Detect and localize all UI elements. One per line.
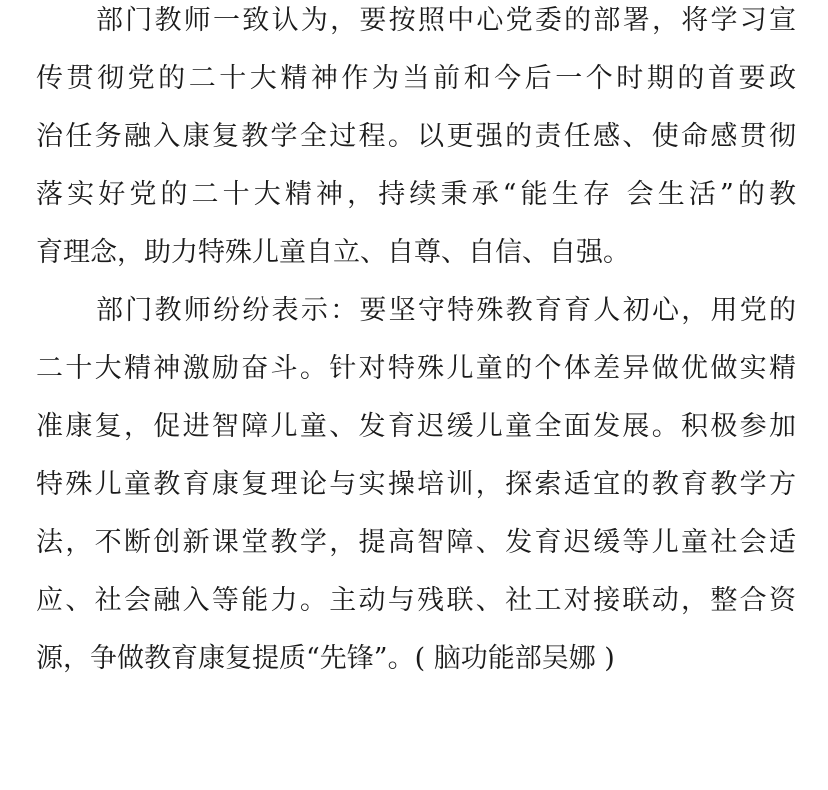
paragraph-2 xyxy=(36,282,796,688)
paragraph-line: 法，不断创新课堂教学，提高智障、发育迟缓等儿童社会适 xyxy=(36,527,796,558)
paragraph-line: 应、社会融入等能力。主动与残联、社工对接联动，整合资 xyxy=(36,585,796,616)
paragraph-line: 二十大精神激励奋斗。针对特殊儿童的个体差异做优做实精 xyxy=(36,353,796,384)
paragraph-line: 特殊儿童教育康复理论与实操培训，探索适宜的教育教学方 xyxy=(36,469,796,500)
paragraph-line: 源，争做教育康复提质“先锋”。( 脑功能部吴娜 ) xyxy=(36,643,615,674)
paragraph-line: 传贯彻党的二十大精神作为当前和今后一个时期的首要政 xyxy=(36,63,796,94)
paragraph-line: 落实好党的二十大精神，持续秉承“能生存 会生活”的教 xyxy=(36,179,796,210)
paragraph-line: 部门教师一致认为，要按照中心党委的部署，将学习宣 xyxy=(96,5,796,36)
article-body xyxy=(36,0,796,688)
paragraph-line: 治任务融入康复教学全过程。以更强的责任感、使命感贯彻 xyxy=(36,121,796,152)
paragraph-1 xyxy=(36,0,796,282)
paragraph-line: 部门教师纷纷表示：要坚守特殊教育育人初心，用党的 xyxy=(96,295,796,326)
paragraph-line: 准康复，促进智障儿童、发育迟缓儿童全面发展。积极参加 xyxy=(36,411,796,442)
paragraph-line: 育理念，助力特殊儿童自立、自尊、自信、自强。 xyxy=(36,237,630,268)
